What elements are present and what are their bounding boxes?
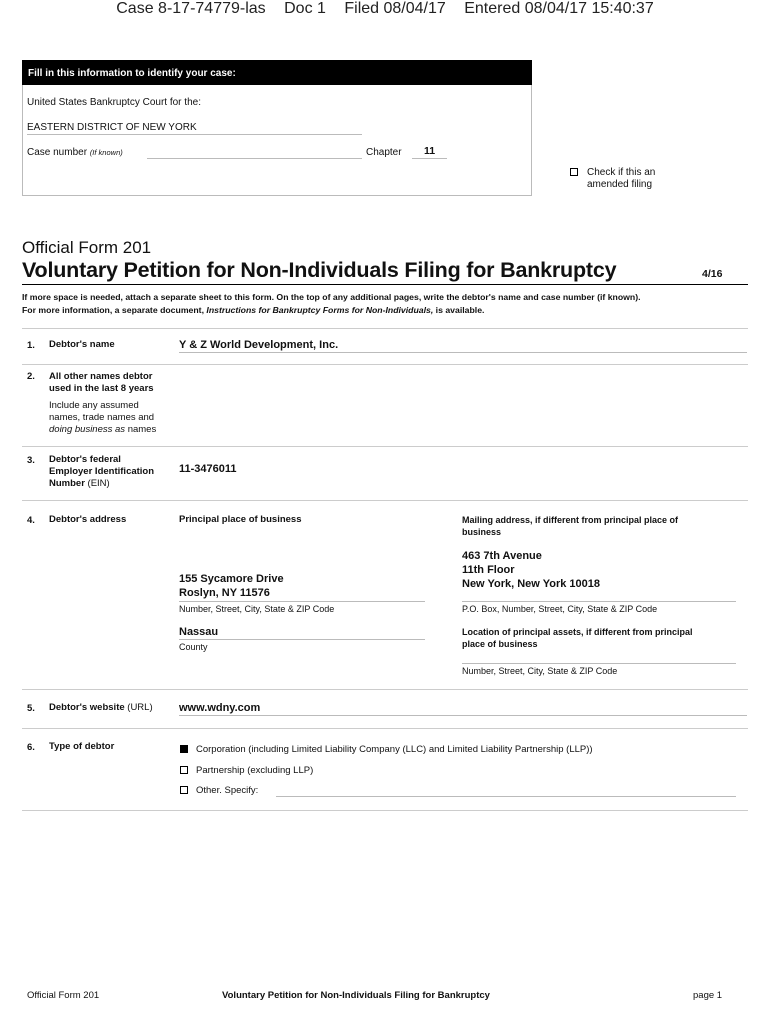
website-field[interactable]: www.wdny.com [179, 701, 747, 716]
ein-line2: Employer Identification [49, 466, 155, 477]
intro-line2 [22, 304, 752, 317]
identify-banner: Fill in this information to identify your case: [22, 60, 532, 85]
divider [22, 500, 748, 501]
partnership-checkbox[interactable] [180, 766, 188, 774]
case-id: Case 8-17-74779-las [116, 0, 266, 17]
form-title: Voluntary Petition for Non-Individuals Filing for Bankruptcy [22, 258, 617, 282]
other-names-note3 [49, 424, 156, 436]
q5-number: 5. [27, 703, 35, 714]
mailing-address-caption: P.O. Box, Number, Street, City, State & ZIP Code [462, 601, 736, 615]
ein-number-word: Number [49, 478, 85, 489]
case-number-label [27, 147, 123, 158]
amended-filing-checkbox[interactable] [570, 168, 578, 176]
court-header [0, 0, 770, 18]
debtor-address-label: Debtor's address [49, 514, 127, 525]
divider [22, 446, 748, 447]
amended-label-line1: Check if this an [587, 167, 656, 178]
website-label [49, 702, 153, 714]
q4-number: 4. [27, 515, 35, 526]
court-label: United States Bankruptcy Court for the: [27, 97, 201, 108]
website-label-url: (URL) [124, 702, 153, 713]
divider [22, 328, 748, 329]
divider [22, 364, 748, 365]
footer-page-number: page 1 [693, 990, 723, 1001]
chapter-value[interactable]: 11 [412, 145, 447, 159]
other-names-line1: All other names debtor [49, 371, 153, 382]
mailing-line1: 463 7th Avenue [462, 550, 542, 562]
website-label-text: Debtor's website [49, 702, 125, 713]
principal-address-caption: Number, Street, City, State & ZIP Code [179, 601, 425, 615]
ein-line3 [49, 478, 154, 490]
mailing-line3: New York, New York 10018 [462, 578, 600, 590]
mailing-heading-line2: business [462, 527, 502, 537]
principal-assets-heading [462, 626, 693, 650]
other-names-note1: Include any assumed [49, 400, 139, 411]
ein-field[interactable]: 11-3476011 [179, 463, 237, 475]
district-field[interactable]: EASTERN DISTRICT OF NEW YORK [27, 122, 362, 135]
principal-assets-caption: Number, Street, City, State & ZIP Code [462, 663, 736, 677]
q3-number: 3. [27, 455, 35, 466]
debtor-name-field[interactable]: Y & Z World Development, Inc. [179, 338, 747, 353]
corporation-option-label: Corporation (including Limited Liability Company (LLC) and Limited Liability Partnership (LLP)) [196, 744, 593, 755]
case-number-note: (If known) [89, 148, 123, 157]
other-option-label: Other. Specify: [196, 785, 259, 796]
intro-text-c: is available. [433, 304, 485, 315]
chapter-label: Chapter [366, 147, 402, 158]
case-number-input[interactable] [147, 146, 362, 159]
divider [22, 810, 748, 811]
assets-heading-line2: place of business [462, 639, 538, 649]
intro-text-a: For more information, a separate document, [22, 304, 207, 315]
form-number: Official Form 201 [22, 238, 152, 257]
title-rule [22, 284, 748, 285]
intro-line1: If more space is needed, attach a separate sheet to this form. On the top of any additional pages, write the debtor's name and case number (if known). [22, 292, 641, 302]
form-version: 4/16 [702, 268, 723, 280]
principal-assets-field[interactable] [462, 648, 736, 663]
other-specify-input[interactable] [276, 784, 736, 797]
q2-number: 2. [27, 371, 35, 382]
county-caption: County [179, 639, 425, 653]
doc-number: Doc 1 [284, 0, 326, 17]
county-field[interactable]: Nassau [179, 626, 219, 638]
mailing-address-field[interactable] [462, 549, 600, 591]
principal-line2: Roslyn, NY 11576 [179, 587, 270, 599]
names-text: names [125, 424, 157, 435]
other-checkbox[interactable] [180, 786, 188, 794]
dba-text: doing business as [49, 424, 126, 435]
mailing-address-heading [462, 514, 678, 538]
assets-heading-line1: Location of principal assets, if different from principal [462, 627, 693, 637]
form-intro [22, 291, 752, 316]
footer-form-title: Voluntary Petition for Non-Individuals Filing for Bankruptcy [222, 990, 490, 1001]
other-names-field[interactable] [179, 372, 747, 442]
corporation-checkbox[interactable] [180, 745, 188, 753]
divider [22, 689, 748, 690]
other-names-label [49, 371, 156, 436]
ein-line1: Debtor's federal [49, 454, 121, 465]
ein-label [49, 454, 154, 490]
partnership-option-label: Partnership (excluding LLP) [196, 765, 314, 776]
divider [22, 728, 748, 729]
case-number-text: Case number [27, 147, 88, 158]
amended-label-line2: amended filing [587, 179, 653, 190]
principal-place-heading: Principal place of business [179, 514, 302, 525]
q1-number: 1. [27, 340, 35, 351]
principal-line1: 155 Sycamore Drive [179, 573, 284, 585]
mailing-heading-line1: Mailing address, if different from principal place of [462, 515, 679, 525]
debtor-name-label: Debtor's name [49, 339, 115, 350]
filed-date: Filed 08/04/17 [344, 0, 446, 17]
amended-filing-label [587, 167, 655, 191]
debtor-type-label: Type of debtor [49, 741, 115, 752]
other-names-note2: names, trade names and [49, 412, 155, 423]
footer-form-number: Official Form 201 [27, 990, 100, 1001]
entered-date: Entered 08/04/17 15:40:37 [464, 0, 654, 17]
mailing-line2: 11th Floor [462, 564, 515, 576]
other-names-line2: used in the last 8 years [49, 383, 154, 394]
intro-instructions-title: Instructions for Bankruptcy Forms for Non-Individuals, [206, 304, 434, 315]
q6-number: 6. [27, 742, 35, 753]
principal-address-field[interactable] [179, 572, 284, 600]
ein-abbrev: (EIN) [84, 478, 110, 489]
